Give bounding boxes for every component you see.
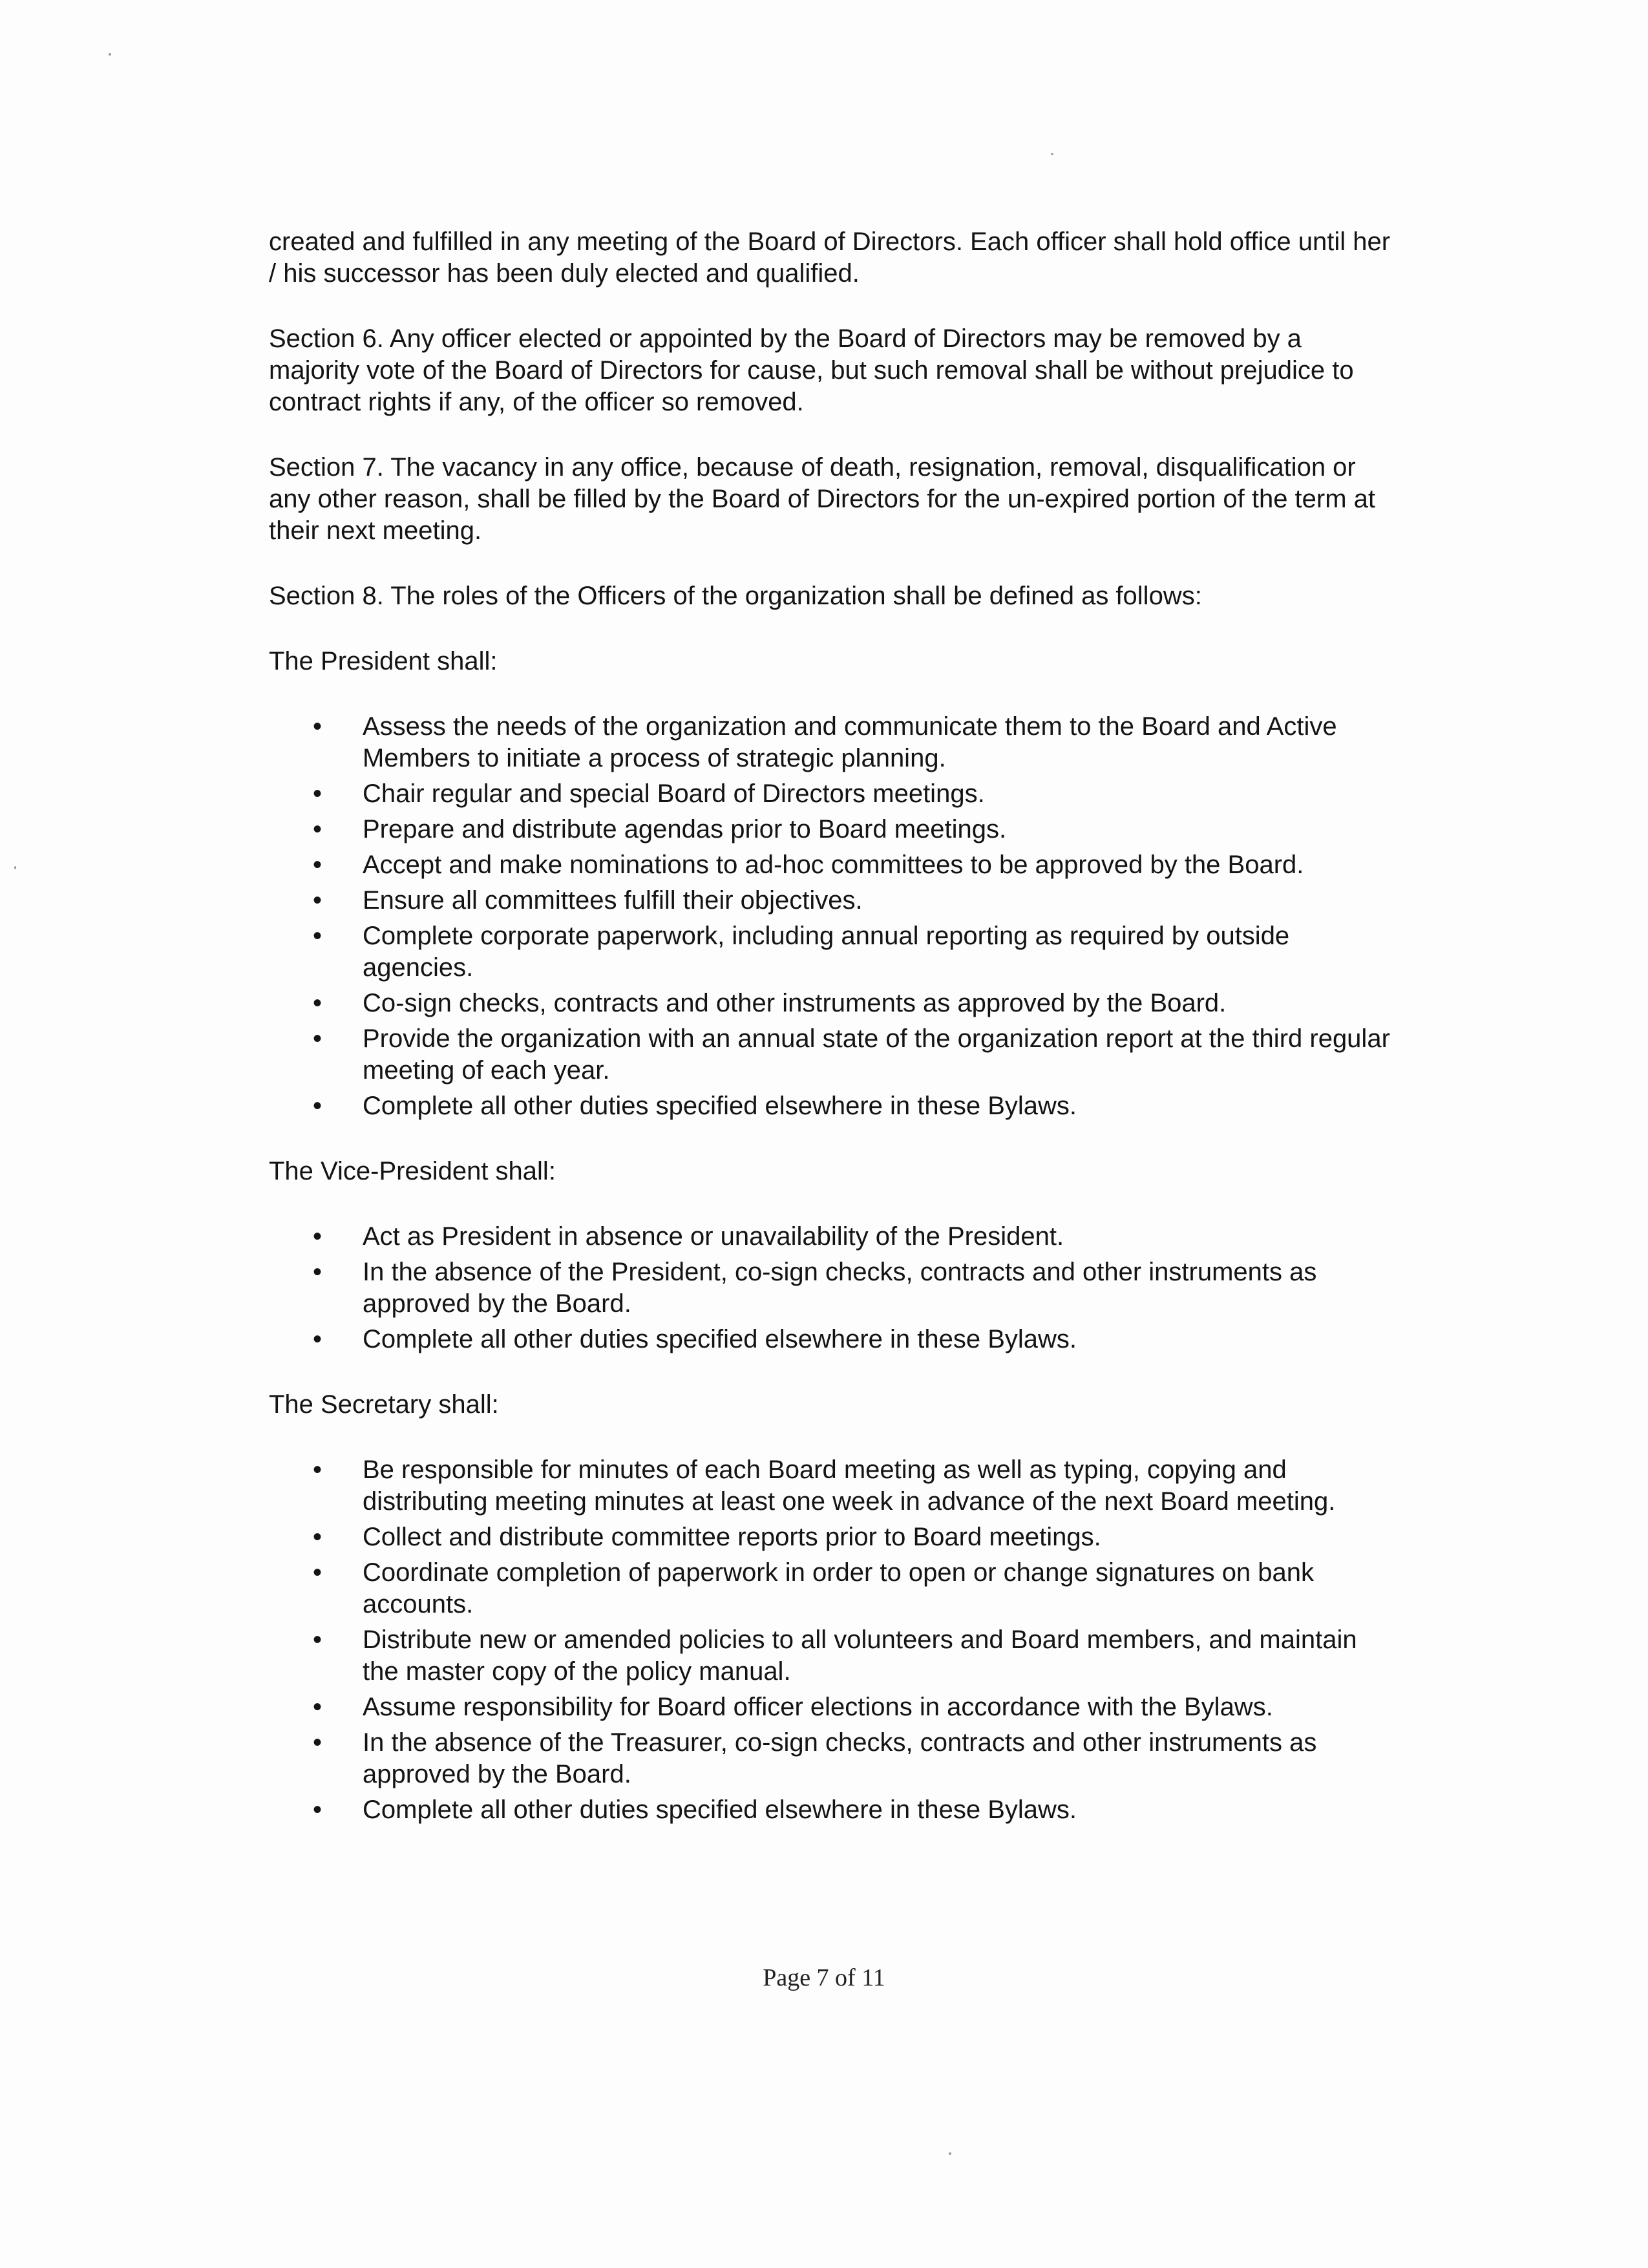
bullet-icon: • <box>313 1728 322 1757</box>
list-item-text: Complete corporate paperwork, including annual reporting as required by outside agencies. <box>363 922 1290 982</box>
list-item <box>269 1521 1393 1553</box>
scan-speck <box>1051 153 1053 155</box>
list-item-text: Provide the organization with an annual state of the organization report at the third regular meeting of each year. <box>363 1024 1390 1085</box>
vice-president-duties-list <box>269 1221 1393 1355</box>
list-item <box>269 1256 1393 1320</box>
page-number-footer: Page 7 of 11 <box>763 1964 885 1991</box>
bullet-icon: • <box>313 1024 322 1053</box>
secretary-heading: The Secretary shall: <box>269 1390 499 1419</box>
bullet-icon: • <box>313 1693 322 1721</box>
list-item <box>269 1624 1393 1688</box>
list-item-text: Co-sign checks, contracts and other instruments as approved by the Board. <box>363 989 1227 1017</box>
list-item-text: Ensure all committees fulfill their objectives. <box>363 886 863 915</box>
list-item-text: Complete all other duties specified elsewhere in these Bylaws. <box>363 1796 1077 1824</box>
bullet-icon: • <box>313 922 322 950</box>
list-item <box>269 1324 1393 1355</box>
bullet-icon: • <box>313 1456 322 1484</box>
list-item <box>269 1454 1393 1518</box>
scan-speck <box>14 866 16 869</box>
bullet-icon: • <box>313 712 322 741</box>
section-8-paragraph: Section 8. The roles of the Officers of the organization shall be defined as follows: <box>269 582 1202 610</box>
list-item <box>269 920 1393 984</box>
bullet-icon: • <box>313 1558 322 1587</box>
bullet-icon: • <box>313 815 322 843</box>
document-body <box>269 226 1393 1860</box>
list-item-text: Prepare and distribute agendas prior to Board meetings. <box>363 815 1007 843</box>
list-item <box>269 1794 1393 1826</box>
list-item-text: Complete all other duties specified elsewhere in these Bylaws. <box>363 1325 1077 1353</box>
bullet-icon: • <box>313 1258 322 1286</box>
bullet-icon: • <box>313 989 322 1017</box>
list-item <box>269 885 1393 917</box>
list-item <box>269 711 1393 774</box>
bullet-icon: • <box>313 886 322 915</box>
list-item <box>269 1727 1393 1790</box>
vice-president-heading: The Vice-President shall: <box>269 1157 556 1185</box>
list-item-text: In the absence of the Treasurer, co-sign checks, contracts and other instruments as approved by the Board. <box>363 1728 1317 1788</box>
list-item-text: Accept and make nominations to ad-hoc committees to be approved by the Board. <box>363 851 1304 879</box>
list-item-text: Distribute new or amended policies to all volunteers and Board members, and maintain the master copy of the policy manual. <box>363 1626 1357 1686</box>
bullet-icon: • <box>313 1325 322 1353</box>
list-item-text: Coordinate completion of paperwork in order to open or change signatures on bank accounts. <box>363 1558 1315 1618</box>
president-heading: The President shall: <box>269 647 498 675</box>
list-item-text: Assess the needs of the organization and communicate them to the Board and Active Members to initiate a process of strategic planning. <box>363 712 1337 772</box>
list-item <box>269 988 1393 1019</box>
scan-speck <box>949 2152 951 2155</box>
list-item <box>269 1557 1393 1620</box>
bullet-icon: • <box>313 1523 322 1551</box>
list-item <box>269 814 1393 845</box>
list-item <box>269 849 1393 881</box>
list-item-text: Assume responsibility for Board officer elections in accordance with the Bylaws. <box>363 1693 1273 1721</box>
list-item-text: In the absence of the President, co-sign checks, contracts and other instruments as approved by the Board. <box>363 1258 1317 1318</box>
president-duties-list <box>269 711 1393 1122</box>
bullet-icon: • <box>313 1222 322 1251</box>
list-item-text: Be responsible for minutes of each Board meeting as well as typing, copying and distributing meeting minutes at least one week in advance of the next Board meeting. <box>363 1456 1336 1516</box>
list-item <box>269 778 1393 810</box>
list-item <box>269 1090 1393 1122</box>
bullet-icon: • <box>313 851 322 879</box>
bullet-icon: • <box>313 1796 322 1824</box>
secretary-duties-list <box>269 1454 1393 1826</box>
list-item-text: Complete all other duties specified elsewhere in these Bylaws. <box>363 1092 1077 1120</box>
bullet-icon: • <box>313 1092 322 1120</box>
scan-speck <box>109 53 111 56</box>
list-item <box>269 1023 1393 1086</box>
list-item-text: Chair regular and special Board of Directors meetings. <box>363 779 985 808</box>
list-item-text: Act as President in absence or unavailability of the President. <box>363 1222 1064 1251</box>
continuation-paragraph: created and fulfilled in any meeting of the Board of Directors. Each officer shall hold office until her / his successor has been duly elected and qualified. <box>269 228 1391 288</box>
list-item <box>269 1691 1393 1723</box>
section-7-paragraph: Section 7. The vacancy in any office, because of death, resignation, removal, disqualification or any other reason, shall be filled by the Board of Directors for the un-expired portion of the term at their next meeting. <box>269 453 1376 545</box>
section-6-paragraph: Section 6. Any officer elected or appointed by the Board of Directors may be removed by a majority vote of the Board of Directors for cause, but such removal shall be without prejudice to contract rights if any, of the officer so removed. <box>269 324 1354 416</box>
list-item <box>269 1221 1393 1253</box>
bullet-icon: • <box>313 1626 322 1654</box>
bullet-icon: • <box>313 779 322 808</box>
list-item-text: Collect and distribute committee reports prior to Board meetings. <box>363 1523 1101 1551</box>
